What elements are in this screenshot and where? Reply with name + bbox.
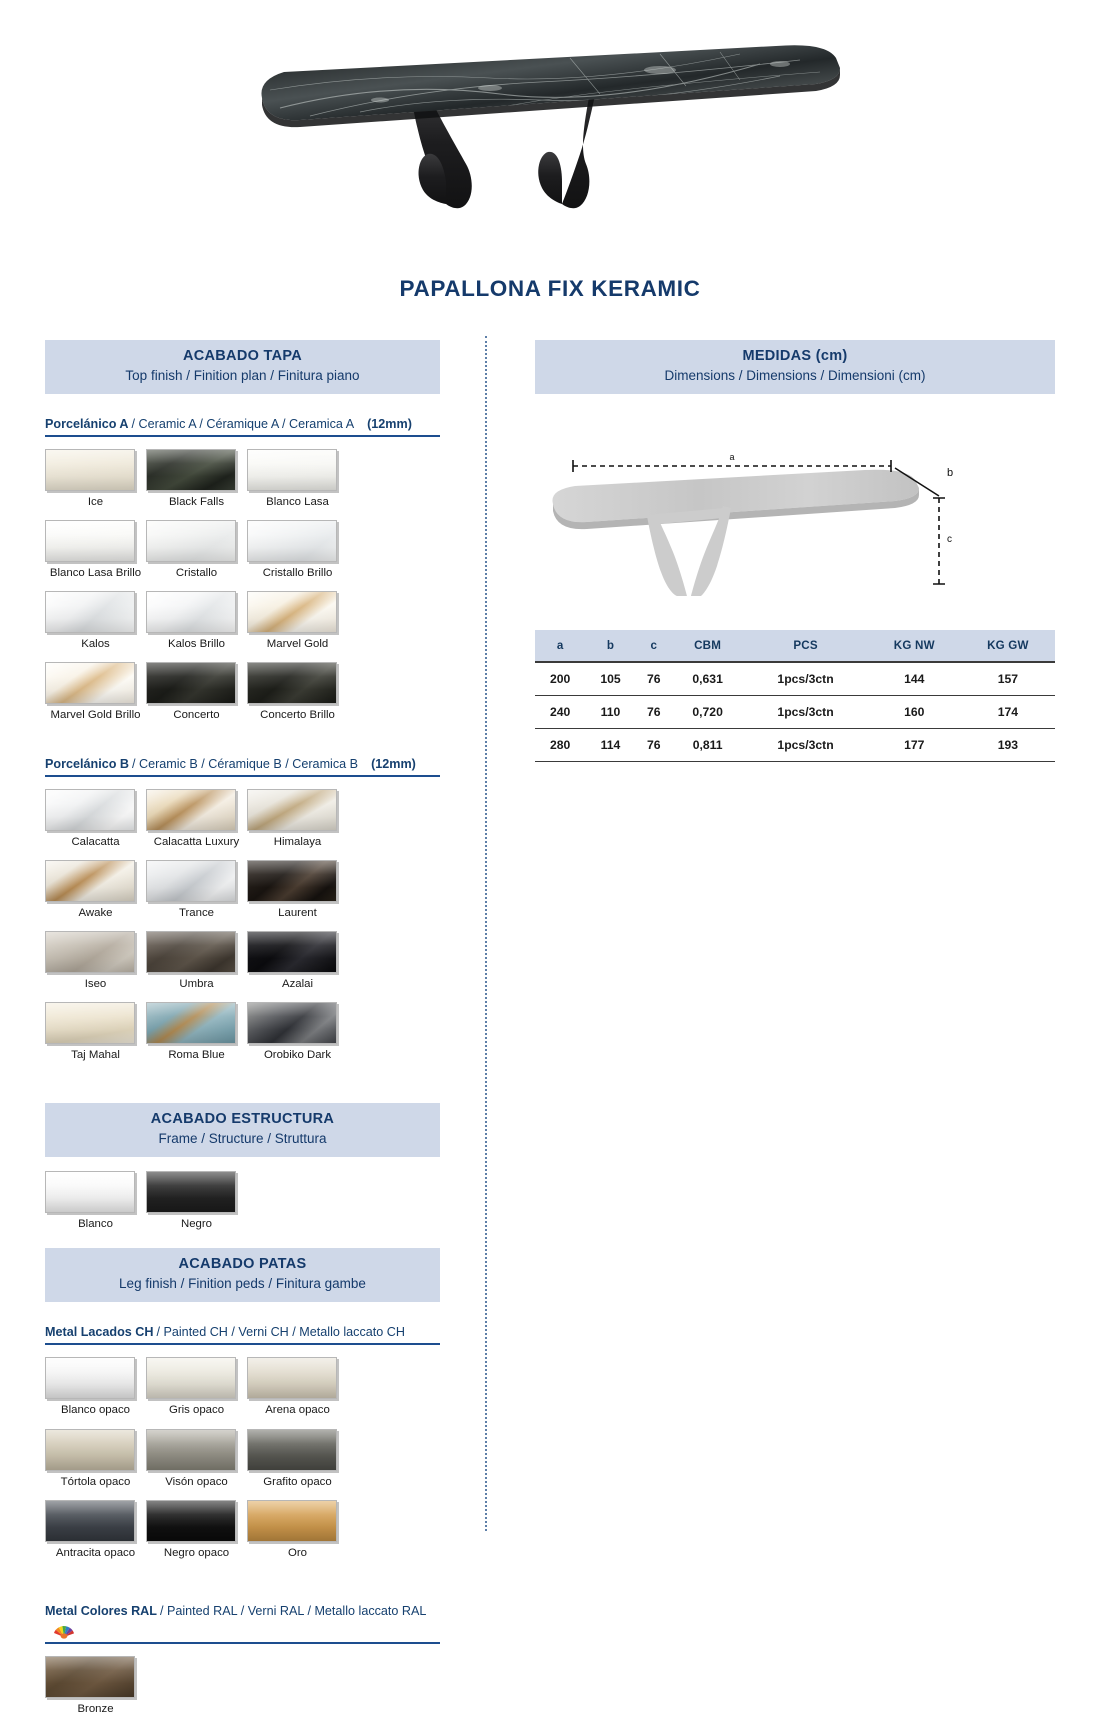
table-top: [261, 45, 840, 127]
table-cell: 114: [585, 728, 635, 761]
subhead-porcelanico-a: [45, 416, 440, 437]
swatch-label: Arena opaco: [265, 1404, 330, 1417]
swatch-label: Azalai: [281, 978, 314, 991]
swatch-porcelanico-b-item[interactable]: [146, 860, 247, 920]
right-column: [535, 340, 1055, 762]
swatch-metal-lacados-item[interactable]: [247, 1500, 348, 1560]
swatch-porcelanico-b-item[interactable]: [247, 1002, 348, 1062]
swatch-gloss-overlay: [46, 1172, 134, 1212]
swatch-gloss-overlay: [147, 1003, 235, 1043]
color-swatch[interactable]: [146, 931, 236, 973]
swatch-label: Gris opaco: [168, 1404, 225, 1417]
swatch-porcelanico-b-item[interactable]: [247, 931, 348, 991]
swatch-gloss-overlay: [147, 1501, 235, 1541]
table-cell: 144: [868, 662, 961, 696]
section-title-es: ACABADO TAPA: [182, 348, 303, 364]
swatch-gloss-overlay: [147, 663, 235, 703]
color-swatch[interactable]: [146, 591, 236, 633]
color-swatch[interactable]: [247, 520, 337, 562]
swatch-gloss-overlay: [248, 1003, 336, 1043]
swatch-gloss-overlay: [248, 1501, 336, 1541]
swatch-metal-lacados-item[interactable]: [146, 1500, 247, 1560]
swatch-label: Trance: [178, 907, 215, 920]
dimension-line-c: [933, 498, 952, 584]
color-swatch[interactable]: [247, 662, 337, 704]
subhead-rest: / Ceramic B / Céramique B / Ceramica B: [132, 756, 359, 771]
swatch-metal-lacados-item[interactable]: [45, 1357, 146, 1417]
swatch-gloss-overlay: [248, 861, 336, 901]
section-title-es: ACABADO ESTRUCTURA: [150, 1111, 335, 1128]
subhead-metal-lacados: [45, 1324, 440, 1345]
table-column-header: a: [535, 630, 585, 662]
subhead-porcelanico-b: [45, 756, 440, 777]
color-swatch[interactable]: [247, 591, 337, 633]
section-header-measures: [535, 340, 1055, 394]
swatch-gloss-overlay: [46, 1430, 134, 1470]
swatch-gloss-overlay: [147, 1172, 235, 1212]
swatch-gloss-overlay: [248, 932, 336, 972]
swatch-metal-lacados-item[interactable]: [45, 1429, 146, 1489]
swatch-grid-metal-lacados: [45, 1357, 440, 1570]
section-title-translations: Top finish / Finition plan / Finitura piano: [125, 367, 360, 383]
swatch-gloss-overlay: [248, 592, 336, 632]
table-column-header: CBM: [672, 630, 743, 662]
color-swatch[interactable]: [247, 1357, 337, 1399]
swatch-label: Cristallo Brillo: [262, 567, 333, 580]
color-swatch[interactable]: [146, 1171, 236, 1213]
color-swatch[interactable]: [146, 789, 236, 831]
swatch-metal-lacados-item[interactable]: [45, 1500, 146, 1560]
table-row: [535, 695, 1055, 728]
swatch-metal-lacados-item[interactable]: [247, 1429, 348, 1489]
swatch-label: Antracita opaco: [55, 1546, 136, 1559]
swatch-frame-item[interactable]: [146, 1171, 247, 1231]
swatch-porcelanico-b-item[interactable]: [247, 860, 348, 920]
color-swatch[interactable]: [146, 860, 236, 902]
table-column-header: KG NW: [868, 630, 961, 662]
table-column-header: PCS: [743, 630, 868, 662]
subhead-rest: / Painted RAL / Verni RAL / Metallo laccato RAL: [159, 1603, 427, 1618]
subhead-thickness: (12mm): [367, 416, 412, 431]
color-swatch[interactable]: [45, 449, 135, 491]
color-swatch[interactable]: [45, 931, 135, 973]
swatch-porcelanico-b-item[interactable]: [146, 789, 247, 849]
swatch-gloss-overlay: [147, 932, 235, 972]
subhead-thickness: (12mm): [371, 756, 416, 771]
column-divider: [485, 336, 487, 1531]
swatch-label: Negro opaco: [163, 1546, 230, 1559]
swatch-porcelanico-a-item[interactable]: [146, 449, 247, 509]
swatch-label: Bronze: [77, 1703, 114, 1716]
table-cell: 1pcs/3ctn: [743, 728, 868, 761]
product-photo-illustration: [240, 28, 860, 258]
dimension-diagram-illustration: [535, 446, 1005, 596]
color-swatch[interactable]: [247, 449, 337, 491]
table-cell: 0,720: [672, 695, 743, 728]
swatch-label: Negro: [180, 1218, 213, 1231]
color-swatch[interactable]: [146, 1002, 236, 1044]
color-swatch[interactable]: [247, 1500, 337, 1542]
subhead-rest: / Painted CH / Verni CH / Metallo laccato CH: [156, 1325, 405, 1340]
color-swatch[interactable]: [45, 1656, 135, 1698]
swatch-label: Blanco opaco: [60, 1404, 131, 1417]
product-photo: [0, 28, 1100, 258]
swatch-gloss-overlay: [46, 592, 134, 632]
table-row: [535, 662, 1055, 696]
swatch-label: Blanco Lasa: [266, 496, 329, 509]
color-swatch[interactable]: [247, 789, 337, 831]
swatch-porcelanico-a-item[interactable]: [45, 520, 146, 580]
swatch-gloss-overlay: [248, 663, 336, 703]
color-swatch[interactable]: [146, 662, 236, 704]
swatch-porcelanico-a-item[interactable]: [45, 449, 146, 509]
swatch-gloss-overlay: [248, 1430, 336, 1470]
color-swatch[interactable]: [146, 449, 236, 491]
table-cell: 76: [636, 728, 672, 761]
table-cell: 280: [535, 728, 585, 761]
swatch-porcelanico-a-item[interactable]: [247, 662, 348, 722]
section-title-translations: Leg finish / Finition peds / Finitura gambe: [119, 1275, 366, 1291]
swatch-label: Concerto: [173, 709, 220, 722]
swatch-porcelanico-a-item[interactable]: [146, 662, 247, 722]
swatch-porcelanico-b-item[interactable]: [146, 1002, 247, 1062]
swatch-gloss-overlay: [248, 450, 336, 490]
swatch-label: Grafito opaco: [263, 1475, 332, 1488]
swatch-porcelanico-b-item[interactable]: [146, 931, 247, 991]
swatch-gloss-overlay: [46, 1003, 134, 1043]
swatch-gloss-overlay: [147, 790, 235, 830]
swatch-gloss-overlay: [46, 932, 134, 972]
swatch-gloss-overlay: [248, 790, 336, 830]
swatch-frame-item[interactable]: [45, 1171, 146, 1231]
swatch-metal-lacados-item[interactable]: [146, 1429, 247, 1489]
subhead-bold: Metal Lacados CH: [45, 1325, 154, 1340]
swatch-label: Umbra: [179, 978, 214, 991]
color-swatch[interactable]: [45, 1171, 135, 1213]
swatch-label: Kalos Brillo: [168, 638, 225, 651]
swatch-label: Taj Mahal: [71, 1049, 120, 1062]
swatch-label: Tórtola opaco: [60, 1475, 131, 1488]
swatch-gloss-overlay: [147, 861, 235, 901]
subhead-bold: Porcelánico B: [45, 756, 129, 771]
swatch-gloss-overlay: [46, 663, 134, 703]
section-title-translations: Dimensions / Dimensions / Dimensioni (cm): [664, 367, 926, 383]
table-cell: 200: [535, 662, 585, 696]
swatch-gloss-overlay: [46, 1657, 134, 1697]
dimension-line-a: [573, 452, 891, 472]
color-swatch[interactable]: [146, 1357, 236, 1399]
swatch-label: Oro: [288, 1546, 307, 1559]
color-swatch[interactable]: [45, 789, 135, 831]
swatch-gloss-overlay: [248, 521, 336, 561]
swatch-gloss-overlay: [46, 1501, 134, 1541]
table-row: [535, 728, 1055, 761]
subhead-rest: / Ceramic A / Céramique A / Ceramica A: [131, 416, 355, 431]
table-cell: 0,811: [672, 728, 743, 761]
swatch-gloss-overlay: [46, 521, 134, 561]
color-swatch[interactable]: [45, 1500, 135, 1542]
swatch-porcelanico-a-item[interactable]: [45, 662, 146, 722]
dimension-label-b: b: [947, 466, 954, 479]
swatch-label: Concerto Brillo: [260, 709, 335, 722]
swatch-grid-frame: [45, 1171, 440, 1242]
swatch-label: Himalaya: [273, 835, 322, 848]
table-column-header: b: [585, 630, 635, 662]
swatch-porcelanico-a-item[interactable]: [45, 591, 146, 651]
swatch-gloss-overlay: [46, 790, 134, 830]
section-title-es: ACABADO PATAS: [178, 1256, 307, 1273]
table-header-row: [535, 630, 1055, 662]
color-swatch[interactable]: [146, 520, 236, 562]
swatch-porcelanico-b-item[interactable]: [45, 1002, 146, 1062]
color-swatch[interactable]: [247, 1429, 337, 1471]
swatch-gloss-overlay: [46, 1358, 134, 1398]
subhead-bold: Metal Colores RAL: [45, 1603, 157, 1618]
page-title: PAPALLONA FIX KERAMIC: [399, 276, 701, 301]
swatch-grid-metal-ral: [45, 1656, 440, 1727]
swatch-label: Blanco: [78, 1218, 113, 1231]
table-cell: 76: [636, 662, 672, 696]
subhead-metal-ral: [45, 1603, 440, 1644]
color-swatch[interactable]: [45, 860, 135, 902]
section-header-frame-finish: [45, 1103, 440, 1157]
swatch-gloss-overlay: [147, 1430, 235, 1470]
swatch-metal-lacados-item[interactable]: [146, 1357, 247, 1417]
table-cell: 193: [961, 728, 1055, 761]
swatch-label: Ice: [87, 496, 104, 509]
swatch-label: Kalos: [81, 638, 110, 651]
table-cell: 177: [868, 728, 961, 761]
dimension-diagram: [535, 446, 1055, 596]
swatch-label: Marvel Gold Brillo: [50, 709, 141, 722]
swatch-gloss-overlay: [147, 592, 235, 632]
table-cell: 105: [585, 662, 635, 696]
color-swatch[interactable]: [45, 1002, 135, 1044]
swatch-label: Awake: [78, 907, 113, 920]
swatch-gloss-overlay: [248, 1358, 336, 1398]
measures-table: [535, 630, 1055, 762]
dimension-label-a: a: [729, 451, 735, 462]
swatch-label: Orobiko Dark: [263, 1049, 332, 1062]
swatch-porcelanico-a-item[interactable]: [146, 520, 247, 580]
swatch-porcelanico-b-item[interactable]: [45, 789, 146, 849]
swatch-grid-porcelanico-b: [45, 789, 440, 1073]
swatch-gloss-overlay: [147, 450, 235, 490]
color-swatch[interactable]: [247, 1002, 337, 1044]
table-cell: 174: [961, 695, 1055, 728]
swatch-label: Cristallo: [175, 567, 218, 580]
table-column-header: c: [636, 630, 672, 662]
color-swatch[interactable]: [247, 860, 337, 902]
swatch-label: Calacatta: [71, 835, 120, 848]
color-swatch[interactable]: [45, 520, 135, 562]
swatch-label: Blanco Lasa Brillo: [49, 567, 142, 580]
color-swatch[interactable]: [45, 1429, 135, 1471]
swatch-metal-ral-item[interactable]: [45, 1656, 146, 1716]
swatch-label: Marvel Gold: [266, 638, 329, 651]
swatch-porcelanico-b-item[interactable]: [247, 789, 348, 849]
swatch-porcelanico-a-item[interactable]: [146, 591, 247, 651]
swatch-gloss-overlay: [147, 1358, 235, 1398]
swatch-label: Black Falls: [168, 496, 225, 509]
swatch-porcelanico-a-item[interactable]: [247, 591, 348, 651]
color-swatch[interactable]: [146, 1429, 236, 1471]
table-cell: 110: [585, 695, 635, 728]
color-swatch[interactable]: [45, 1357, 135, 1399]
swatch-metal-lacados-item[interactable]: [247, 1357, 348, 1417]
swatch-porcelanico-a-item[interactable]: [247, 520, 348, 580]
table-cell: 240: [535, 695, 585, 728]
table-cell: 76: [636, 695, 672, 728]
table-cell: 157: [961, 662, 1055, 696]
color-swatch[interactable]: [45, 591, 135, 633]
table-column-header: KG GW: [961, 630, 1055, 662]
section-title-es: MEDIDAS (cm): [742, 348, 848, 364]
swatch-porcelanico-b-item[interactable]: [45, 860, 146, 920]
section-title-translations: Frame / Structure / Struttura: [158, 1130, 327, 1146]
swatch-label: Laurent: [278, 907, 317, 920]
table-cell: 0,631: [672, 662, 743, 696]
subhead-bold: Porcelánico A: [45, 416, 129, 431]
swatch-porcelanico-a-item[interactable]: [247, 449, 348, 509]
left-column: [45, 340, 440, 1727]
table-cell: 1pcs/3ctn: [743, 662, 868, 696]
color-swatch[interactable]: [247, 931, 337, 973]
swatch-label: Iseo: [84, 978, 107, 991]
swatch-gloss-overlay: [46, 450, 134, 490]
swatch-label: Calacatta Luxury: [153, 835, 240, 848]
color-swatch[interactable]: [146, 1500, 236, 1542]
table-cell: 1pcs/3ctn: [743, 695, 868, 728]
swatch-label: Visón opaco: [165, 1475, 228, 1488]
section-header-leg-finish: [45, 1248, 440, 1302]
swatch-gloss-overlay: [147, 521, 235, 561]
section-header-top-finish: [45, 340, 440, 394]
swatch-grid-porcelanico-a: [45, 449, 440, 733]
swatch-gloss-overlay: [46, 861, 134, 901]
swatch-porcelanico-b-item[interactable]: [45, 931, 146, 991]
swatch-label: Roma Blue: [168, 1049, 225, 1062]
dimension-label-c: c: [947, 533, 952, 545]
table-cell: 160: [868, 695, 961, 728]
color-swatch[interactable]: [45, 662, 135, 704]
